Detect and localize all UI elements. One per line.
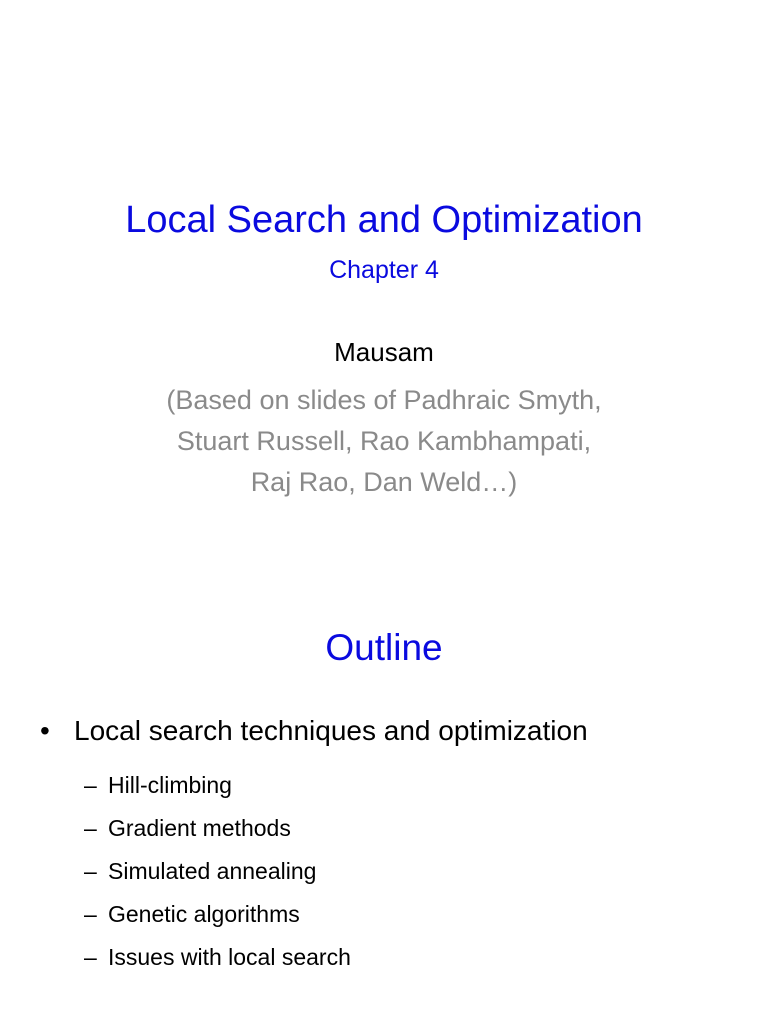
outline-slide — [0, 576, 768, 1024]
bullet-item — [40, 714, 588, 748]
sub-bullet-text: Gradient methods — [108, 815, 291, 841]
sub-bullet-item — [84, 807, 351, 850]
sub-bullet-text: Simulated annealing — [108, 858, 317, 884]
sub-bullet-text: Hill-climbing — [108, 772, 232, 798]
outline-title: Outline — [325, 627, 443, 668]
bullet-text: Local search techniques and optimization — [74, 715, 588, 746]
credits-line: Raj Rao, Dan Weld…) — [250, 467, 518, 497]
sub-bullet-item — [84, 893, 351, 936]
slide-subtitle: Chapter 4 — [329, 256, 439, 284]
sub-bullet-marker: – — [84, 944, 97, 970]
sub-bullet-item — [84, 764, 351, 807]
credits-block — [0, 380, 768, 503]
sub-bullet-marker: – — [84, 772, 97, 798]
credits-line: (Based on slides of Padhraic Smyth, — [166, 385, 602, 415]
sub-bullet-list — [84, 764, 351, 979]
bullet-marker: • — [40, 715, 50, 746]
sub-bullet-marker: – — [84, 815, 97, 841]
sub-bullet-marker: – — [84, 858, 97, 884]
slide-title: Local Search and Optimization — [125, 199, 643, 241]
credits-line: Stuart Russell, Rao Kambhampati, — [176, 426, 592, 456]
author-name: Mausam — [334, 337, 434, 367]
sub-bullet-marker: – — [84, 901, 97, 927]
sub-bullet-item — [84, 936, 351, 979]
sub-bullet-item — [84, 850, 351, 893]
sub-bullet-text: Issues with local search — [108, 944, 351, 970]
sub-bullet-text: Genetic algorithms — [108, 901, 300, 927]
